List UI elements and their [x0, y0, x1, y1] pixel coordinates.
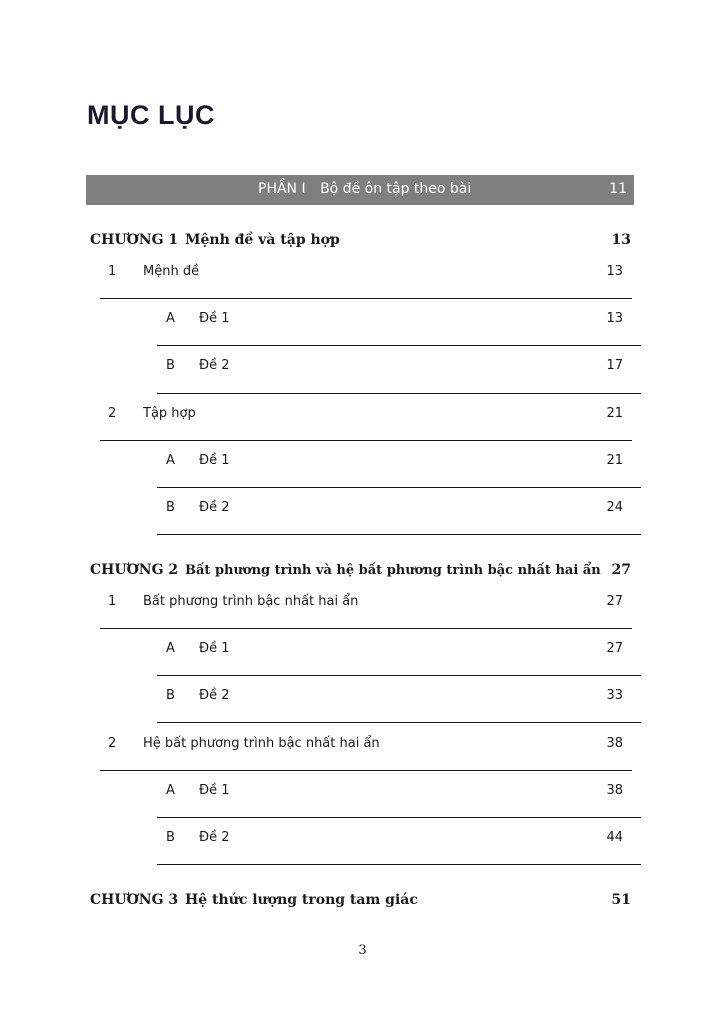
part-label-group — [258, 181, 471, 197]
subsection-page: 38 — [606, 783, 623, 798]
section-page: 21 — [606, 406, 623, 421]
subsection-letter: A — [166, 783, 175, 798]
part-label: PHẦN I — [258, 181, 306, 197]
subsection-letter: A — [166, 311, 175, 326]
part-title: Bộ đề ôn tập theo bài — [320, 181, 472, 197]
toc-chapter-3[interactable] — [90, 892, 631, 912]
toc-section[interactable] — [108, 406, 623, 424]
part-header[interactable] — [86, 175, 634, 205]
subsection-page: 21 — [606, 453, 623, 468]
subsection-letter: B — [166, 688, 175, 703]
subsection-divider — [157, 345, 641, 346]
section-title: Bất phương trình bậc nhất hai ẩn — [143, 594, 359, 609]
subsection-divider — [157, 393, 641, 394]
subsection-page: 33 — [606, 688, 623, 703]
page-number: 3 — [358, 943, 367, 958]
section-divider — [100, 298, 632, 299]
chapter-title: Bất phương trình và hệ bất phương trình bậc nhất hai ẩn — [185, 563, 601, 578]
toc-subsection[interactable] — [166, 688, 623, 706]
chapter-title: Mệnh đề và tập hợp — [185, 232, 340, 248]
toc-subsection[interactable] — [166, 500, 623, 518]
subsection-divider — [157, 675, 641, 676]
subsection-title: Đề 2 — [199, 688, 230, 703]
page-title: MỤC LỤC — [87, 100, 215, 130]
chapter-page: 51 — [611, 892, 631, 908]
subsection-letter: A — [166, 453, 175, 468]
subsection-divider — [157, 534, 641, 535]
toc-section[interactable] — [108, 736, 623, 754]
section-number: 1 — [108, 264, 117, 279]
subsection-page: 24 — [606, 500, 623, 515]
subsection-letter: B — [166, 500, 175, 515]
section-divider — [100, 440, 632, 441]
subsection-title: Đề 2 — [199, 358, 230, 373]
subsection-title: Đề 1 — [199, 783, 230, 798]
toc-subsection[interactable] — [166, 641, 623, 659]
toc-section[interactable] — [108, 594, 623, 612]
chapter-label: CHƯƠNG 1 — [90, 232, 179, 248]
section-divider — [100, 628, 632, 629]
section-divider — [100, 770, 632, 771]
subsection-divider — [157, 722, 641, 723]
toc-section[interactable] — [108, 264, 623, 282]
section-page: 38 — [606, 736, 623, 751]
subsection-page: 44 — [606, 830, 623, 845]
section-number: 2 — [108, 736, 117, 751]
chapter-label: CHƯƠNG 2 — [90, 562, 179, 578]
toc-subsection[interactable] — [166, 358, 623, 376]
section-number: 1 — [108, 594, 117, 609]
chapter-page: 13 — [611, 232, 631, 248]
section-title: Tập hợp — [143, 406, 196, 421]
subsection-letter: B — [166, 358, 175, 373]
subsection-letter: B — [166, 830, 175, 845]
subsection-page: 27 — [606, 641, 623, 656]
chapter-page: 27 — [611, 562, 631, 578]
toc-chapter-2[interactable] — [90, 562, 631, 582]
section-title: Hệ bất phương trình bậc nhất hai ẩn — [143, 736, 380, 751]
chapter-title: Hệ thức lượng trong tam giác — [185, 892, 418, 908]
toc-chapter-1[interactable] — [90, 232, 631, 252]
toc-subsection[interactable] — [166, 311, 623, 329]
toc-subsection[interactable] — [166, 783, 623, 801]
subsection-title: Đề 2 — [199, 500, 230, 515]
subsection-letter: A — [166, 641, 175, 656]
chapter-label: CHƯƠNG 3 — [90, 892, 179, 908]
part-page-number: 11 — [609, 181, 627, 197]
subsection-title: Đề 1 — [199, 641, 230, 656]
toc-subsection[interactable] — [166, 830, 623, 848]
subsection-title: Đề 1 — [199, 453, 230, 468]
section-title: Mệnh đề — [143, 264, 200, 279]
subsection-divider — [157, 864, 641, 865]
subsection-divider — [157, 487, 641, 488]
toc-subsection[interactable] — [166, 453, 623, 471]
subsection-title: Đề 1 — [199, 311, 230, 326]
section-page: 13 — [606, 264, 623, 279]
subsection-divider — [157, 817, 641, 818]
section-page: 27 — [606, 594, 623, 609]
subsection-page: 13 — [606, 311, 623, 326]
subsection-title: Đề 2 — [199, 830, 230, 845]
section-number: 2 — [108, 406, 117, 421]
subsection-page: 17 — [606, 358, 623, 373]
